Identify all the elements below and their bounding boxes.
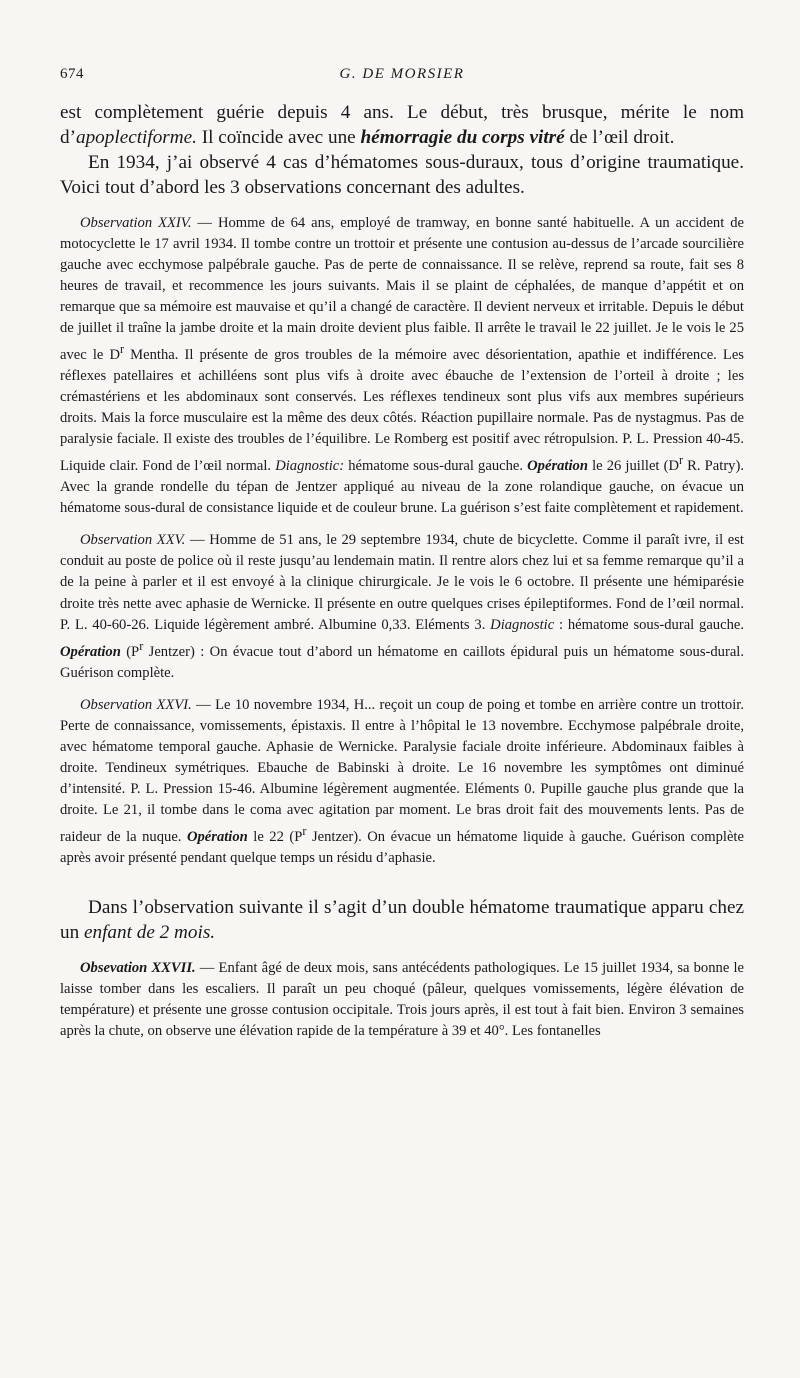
page-number: 674 [60, 66, 84, 82]
paragraph-intro: En 1934, j’ai observé 4 cas d’hématomes sous-duraux, tous d’origine traumatique. Voici tout d’abord les 3 observations concernant des adultes. [60, 152, 744, 198]
observation-label: Observation XXVI. [80, 696, 192, 713]
running-head: G. DE MORSIER [339, 66, 465, 82]
page-body [60, 100, 744, 1042]
paragraph-transition: Dans l’observation suivante il s’agit d’un double hématome traumatique apparu chez un enfant de 2 mois. [60, 896, 744, 943]
paragraph-continuation: est complètement guérie depuis 4 ans. Le début, très brusque, mérite le nom d’apoplectiforme. Il coïncide avec une hémorragie du corps vitré de l’œil droit. [60, 102, 744, 148]
observation-label: Observation XXV. [80, 532, 186, 549]
page-header [60, 66, 744, 90]
observation-label: Obsevation XXVII. [80, 959, 196, 976]
observation-27: Obsevation XXVII. — Enfant âgé de deux mois, sans antécédents pathologiques. Le 15 juillet 1934, sa bonne le laisse tomber dans les escaliers. Il paraît un peu choqué (pâleur, quelques vomissements, légère élévation de température) et présente une grosse contusion occipitale. Trois jours après, il est tout à fait bien. Environ 3 semaines après la chute, on observe une élévation rapide de la température à 39 et 40°. Les fontanelles [60, 959, 744, 1039]
observation-24: Observation XXIV. — Homme de 64 ans, employé de tramway, en bonne santé habituelle. A un accident de motocyclette le 17 avril 1934. Il tombe contre un trottoir et présente une contusion au-dessus de l’arcade sourcilière gauche avec ecchymose palpébrale gauche. Pas de perte de connaissance. Il se relève, reprend sa route, fait ses 8 heures de travail, et recommence les jours suivants. Mais il se plaint de céphalées, de manque d’appétit et on remarque que sa mémoire est mauvaise et qu’il a changé de caractère. Il devient nerveux et irritable. Depuis le début de juillet il traîne la jambe droite et la main droite devient plus faible. Il arrête le travail le 22 juillet. Je le vois le 25 avec le $D^r$ Mentha. Il présente de gros troubles de la mémoire avec désorientation, apathie et indifférence. Les réflexes patellaires et achilléens sont plus vifs à droite avec ébauche de l’extension de l’orteil à droite ; les crémastériens et les abdominaux sont conservés. Les réflexes tendineux sont plus vifs aux membres supérieurs droits. Mais la force musculaire est la même des deux côtés. Réaction pupillaire normale. Pas de nystagmus. Pas de paralysie faciale. Il existe des troubles de l’équilibre. Le Romberg est positif avec rétropulsion. P. L. Pression 40-45. Liquide clair. Fond de l’œil normal. Diagnostic: hématome sous-dural gauche. Opération le 26 juillet ($D^r$ R. Patry). Avec la grande rondelle du tépan de Jentzer appliqué au niveau de la zone rolandique gauche, on évacue un hématome sous-dural de consistance liquide et de couleur brune. La guérison s’est faite complètement et rapidement. [60, 215, 744, 517]
observation-label: Observation XXIV. [80, 215, 192, 231]
observation-25: Observation XXV. — Homme de 51 ans, le 29 septembre 1934, chute de bicyclette. Comme il paraît ivre, il est conduit au poste de police où il reste jusqu’au lendemain matin. Il rentre alors chez lui et sa femme remarque qu’il a de la peine à parler et il est envoyé à la clinique chirurgicale. Je le vois le 6 octobre. Il présente une hémiparésie droite très nette avec aphasie de Wernicke. Il présente en outre quelques crises épileptiformes. Fond de l’œil normal. P. L. 40-60-26. Liquide légèrement ambré. Albumine 0,33. Eléments 3. Diagnostic : hématome sous-dural gauche. Opération ($P^r$ Jentzer) : On évacue tout d’abord un hématome en caillots épidural puis un hématome sous-dural. Guérison complète. [60, 532, 745, 681]
observation-26: Observation XXVI. — Le 10 novembre 1934, H... reçoit un coup de poing et tombe en arrière contre un trottoir. Perte de connaissance, vomissements, épistaxis. Il entre à l’hôpital le 13 novembre. Ecchymose palpébrale droite, avec hématome temporal gauche. Aphasie de Wernicke. Paralysie faciale droite inférieure. Abdominaux faibles à droite. Tendineux symétriques. Ebauche de Babinski à droite. Le 16 novembre les symptômes ont diminué d’intensité. P. L. Pression 15-46. Albumine légèrement augmentée. Eléments 0. Pupille gauche plus grande que la droite. Le 21, il tombe dans le coma avec agitation par moment. Le bras droit fait des mouvements lents. Pas de raideur de la nuque. Opération le 22 ($P^r$ Jentzer). On évacue un hématome liquide à gauche. Guérison complète après avoir présenté pendant quelque temps un résidu d’aphasie. [60, 696, 744, 866]
